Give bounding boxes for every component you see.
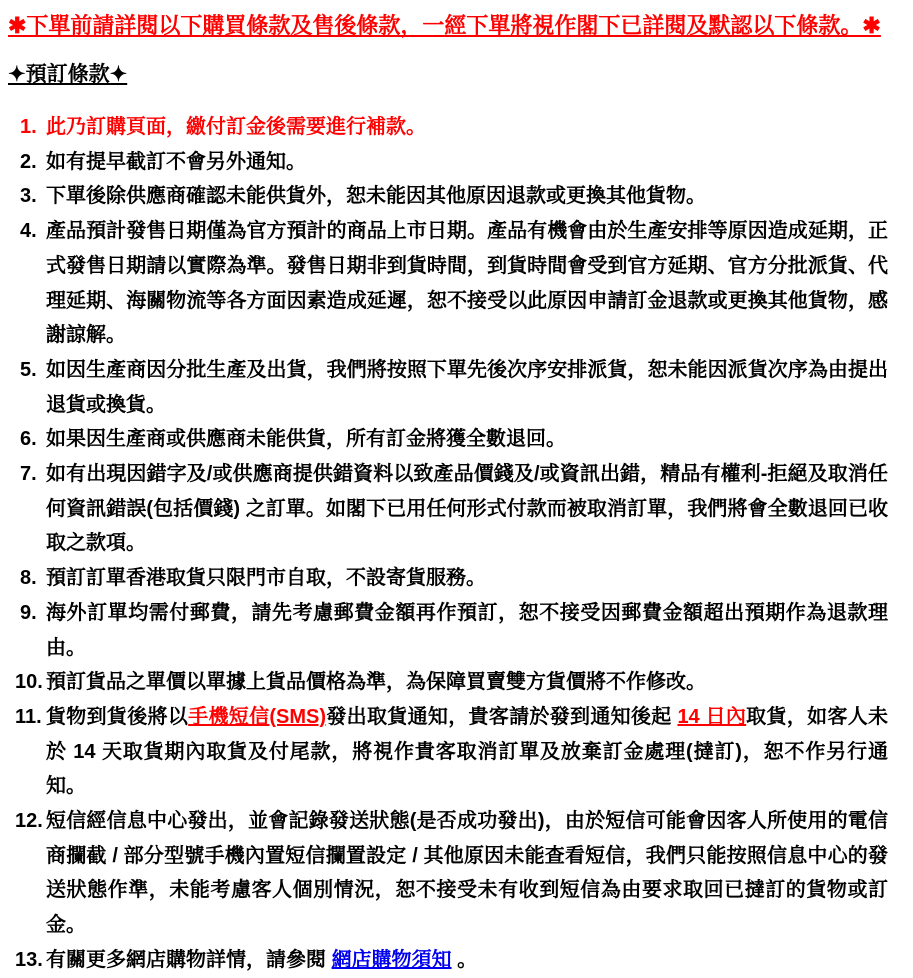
term-text: 發出取貨通知，貴客請於發到通知後起 [326, 705, 678, 728]
pickup-deadline-highlight: 14 日內 [677, 705, 747, 728]
term-text: 短信經信息中心發出，並會記錄發送狀態(是否成功發出)，由於短信可能會因客人所使用的電信商攔截 / 部分型號手機內置短信攔置設定 / 其他原因未能查看短信，我們只能按照信息中心的發送狀態作準，未能考慮客人個別情況，恕不接受未有收到短信為由要求取回已撻訂的貨物或訂金。 [46, 810, 888, 937]
term-item-13 [8, 943, 888, 978]
term-text: 。 [451, 948, 478, 971]
term-item-3 [8, 179, 888, 214]
term-number: 8. [20, 567, 37, 590]
term-number: 2. [20, 150, 37, 173]
term-number: 6. [20, 428, 37, 451]
term-item-7 [8, 457, 888, 561]
term-text: 如有出現因錯字及/或供應商提供錯資料以致產品價錢及/或資訊出錯，精品有權利-拒絕及取消任何資訊錯誤(包括價錢) 之訂單。如閣下已用任何形式付款而被取消訂單，我們將會全數退回已收取之款項。 [46, 463, 888, 555]
term-number: 7. [20, 463, 37, 486]
term-number: 1. [20, 116, 37, 138]
term-text: 如果因生產商或供應商未能供貨，所有訂金將獲全數退回。 [46, 428, 566, 451]
term-text: 如因生產商因分批生產及出貨，我們將按照下單先後次序安排派貨，恕未能因派貨次序為由提出退貨或換貨。 [46, 358, 888, 416]
term-text: 產品預計發售日期僅為官方預計的商品上市日期。產品有機會由於生產安排等原因造成延期，正式發售日期請以實際為準。發售日期非到貨時間，到貨時間會受到官方延期、官方分批派貨、代理延期、海關物流等各方面因素造成延遲，恕不接受以此原因申請訂金退款或更換其他貨物，感謝諒解。 [46, 220, 888, 347]
term-number: 4. [20, 220, 37, 243]
term-number: 11. [15, 705, 42, 728]
term-item-5 [8, 353, 888, 422]
terms-list [8, 110, 888, 978]
term-item-6 [8, 422, 888, 457]
term-item-8 [8, 561, 888, 596]
term-text: 下單後除供應商確認未能供貨外，恕未能因其他原因退款或更換其他貨物。 [46, 185, 706, 208]
term-text: 預訂訂單香港取貨只限門市自取，不設寄貨服務。 [46, 567, 486, 590]
term-item-12 [8, 804, 888, 943]
term-text: 有關更多網店購物詳情，請參閱 [46, 948, 332, 971]
term-text: 如有提早截訂不會另外通知。 [46, 150, 306, 173]
term-number: 10. [15, 671, 43, 694]
term-number: 9. [20, 601, 37, 624]
term-number: 5. [20, 358, 37, 381]
term-item-2 [8, 145, 888, 180]
sms-notification-highlight: 手機短信(SMS) [188, 705, 327, 728]
term-text: 預訂貨品之單價以單據上貨品價格為準，為保障買賣雙方貨價將不作修改。 [46, 671, 706, 694]
term-item-10 [8, 665, 888, 700]
term-text: 此乃訂購頁面，繳付訂金後需要進行補款。 [46, 116, 426, 138]
store-shopping-guide-link[interactable]: 網店購物須知 [331, 948, 452, 971]
term-item-4 [8, 214, 888, 353]
term-number: 3. [20, 185, 37, 208]
term-text: 取貨，如客人未於 14 天取貨期內取貨及付尾款，將視作貴客取消訂單及放棄訂金處理(撻訂)，恕不作另行通知。 [46, 705, 889, 798]
term-text: 貨物到貨後將以 [46, 705, 189, 728]
term-item-9 [8, 596, 888, 665]
term-number: 13. [15, 948, 43, 971]
section-heading-preorder-terms: ✦預訂條款✦ [8, 63, 128, 86]
term-item-1 [8, 110, 888, 145]
term-text: 海外訂單均需付郵費，請先考慮郵費金額再作預訂，恕不接受因郵費金額超出預期作為退款理由。 [46, 601, 888, 659]
term-number: 12. [15, 810, 43, 833]
pre-order-warning-notice: ✱下單前請詳閱以下購買條款及售後條款，一經下單將視作閣下已詳閱及默認以下條款。✱ [8, 13, 881, 38]
term-item-11 [8, 700, 888, 804]
